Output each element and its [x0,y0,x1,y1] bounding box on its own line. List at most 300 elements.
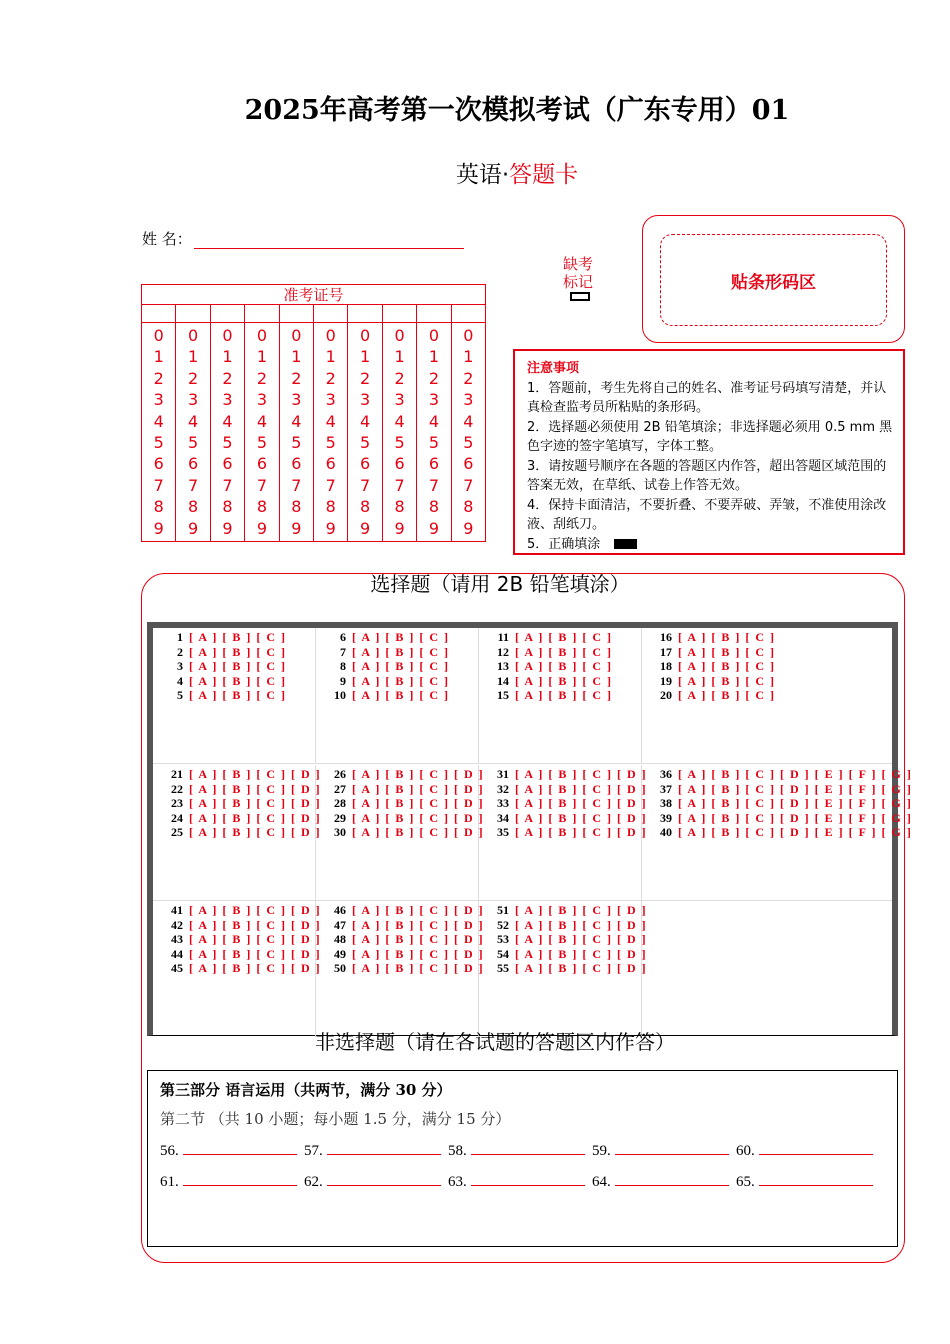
candidate-id-digit-bubble[interactable]: 9 [153,518,164,538]
candidate-id-digit-bubble[interactable]: 8 [428,497,440,517]
answer-bubbles[interactable]: [ A ] [ B ] [ C ] [189,630,287,644]
candidate-id-digit-bubble[interactable]: 1 [428,347,440,367]
question-line [489,903,648,918]
candidate-id-digit-bubble[interactable]: 3 [222,390,233,410]
question-number: 31 [497,767,509,781]
candidate-id-digit-bubble[interactable]: 0 [153,326,164,345]
question-number: 39 [660,810,672,825]
choice-group [479,901,648,1037]
answer-bubbles[interactable]: [ A ] [ B ] [ C ] [515,673,613,688]
answer-bubbles[interactable]: [ A ] [ B ] [ C ] [ D ] [352,917,485,932]
question-number: 50 [334,961,346,976]
candidate-id-digit-bubble[interactable]: 7 [394,475,405,495]
answer-bubbles[interactable]: [ A ] [ B ] [ C ] [ D ] [189,946,322,961]
answer-number: 59. [592,1143,615,1159]
answer-bubbles[interactable]: [ A ] [ B ] [ C ] [ D ] [ E ] [ F ] [ G ] [678,767,913,781]
answer-bubbles[interactable]: [ A ] [ B ] [ C ] [352,673,450,688]
candidate-id-column [348,323,382,541]
answer-number: 58. [448,1143,471,1159]
answer-bubbles[interactable]: [ A ] [ B ] [ C ] [ D ] [515,767,648,781]
question-number: 37 [660,781,672,796]
answer-bubbles[interactable]: [ A ] [ B ] [ C ] [189,673,287,688]
candidate-id-digit-bubble[interactable]: 1 [325,347,336,367]
answer-item [448,1172,592,1191]
answer-bubbles[interactable]: [ A ] [ B ] [ C ] [ D ] [189,810,322,825]
candidate-id-digit-bubble[interactable]: 8 [256,497,268,517]
answer-bubbles[interactable]: [ A ] [ B ] [ C ] [678,659,776,674]
candidate-id-write-cell[interactable] [452,305,485,322]
candidate-id-digit-bubble[interactable]: 7 [222,475,233,495]
answer-bubbles[interactable]: [ A ] [ B ] [ C ] [515,688,613,703]
answer-bubbles[interactable]: [ A ] [ B ] [ C ] [ D ] [189,903,322,917]
candidate-id-write-cell[interactable] [383,305,417,322]
answer-bubbles[interactable]: [ A ] [ B ] [ C ] [678,644,776,659]
candidate-id-digit-bubble[interactable]: 1 [463,347,474,367]
notice-item: 3．请按题号顺序在各题的答题区内作答，超出答题区域范围的答案无效，在草纸、试卷上作答无效。 [527,458,887,493]
answer-bubbles[interactable]: [ A ] [ B ] [ C ] [ D ] [515,810,648,825]
candidate-id-digit-bubble[interactable]: 7 [360,475,371,495]
filled-bubble-example [614,539,637,549]
candidate-id-digit-bubble[interactable]: 0 [428,326,440,345]
question-line [652,674,892,689]
candidate-id-digit-bubble[interactable]: 3 [428,390,440,410]
candidate-id-digit-bubble[interactable]: 1 [360,347,371,367]
candidate-id-digit-bubble[interactable]: 7 [256,475,268,495]
candidate-id-column [314,323,348,541]
answer-blank[interactable] [615,1141,729,1155]
answer-bubbles[interactable]: [ A ] [ B ] [ C ] [352,688,450,703]
barcode-label: 贴条形码区 [731,272,816,293]
answer-bubbles[interactable]: [ A ] [ B ] [ C ] [678,630,776,644]
question-line [489,961,648,976]
question-number: 25 [171,825,183,840]
question-line [489,946,648,962]
question-number: 48 [334,932,346,947]
candidate-id-digit-bubble[interactable]: 0 [394,326,405,345]
answer-blank[interactable] [615,1172,729,1186]
page-title: 2025年高考第一次模拟考试（广东专用）01 [244,95,790,126]
choice-row [153,628,892,764]
question-number: 47 [334,917,346,932]
question-line [652,825,913,840]
question-line [652,781,913,797]
question-line [326,659,478,674]
question-line [163,903,322,918]
question-line [489,674,641,689]
question-line [652,645,892,660]
question-line [489,781,648,797]
candidate-id-digit-bubble[interactable]: 8 [394,497,405,517]
answer-bubbles[interactable]: [ A ] [ B ] [ C ] [352,659,450,674]
question-number: 10 [334,688,346,703]
question-line [326,903,485,918]
candidate-id-digit-bubble[interactable]: 3 [463,390,474,410]
question-number: 28 [334,796,346,811]
question-number: 26 [334,767,346,781]
candidate-id-digit-bubble[interactable]: 8 [360,497,371,517]
candidate-id-digit-bubble[interactable]: 2 [222,368,233,388]
question-number: 53 [497,932,509,947]
candidate-id-digit-bubble[interactable]: 7 [325,475,336,495]
subtitle-answer-sheet: 答题卡 [509,162,579,188]
candidate-id-digit-bubble[interactable]: 9 [325,518,336,538]
question-number: 43 [171,932,183,947]
candidate-id-digit-bubble[interactable]: 8 [325,497,336,517]
candidate-id-digit-bubble[interactable]: 4 [428,411,440,431]
candidate-id-digit-bubble[interactable]: 4 [360,411,371,431]
question-line [163,825,322,840]
question-number: 11 [497,630,509,644]
question-number: 6 [340,630,346,644]
candidate-id-digit-bubble[interactable]: 3 [325,390,336,410]
answer-blank[interactable] [471,1172,585,1186]
candidate-id-digit-bubble[interactable]: 3 [188,390,199,410]
question-number: 44 [171,946,183,961]
answer-bubbles[interactable]: [ A ] [ B ] [ C ] [ D ] [515,903,648,917]
question-number: 35 [497,825,509,840]
answer-blank[interactable] [183,1141,297,1155]
question-number: 49 [334,946,346,961]
question-line [326,961,485,976]
answer-blank[interactable] [183,1172,297,1186]
question-number: 30 [334,825,346,840]
question-number: 36 [660,767,672,781]
candidate-id-digit-bubble[interactable]: 4 [291,411,302,431]
candidate-id-digit-bubble[interactable]: 2 [463,368,474,388]
question-number: 3 [177,659,183,674]
answer-bubbles[interactable]: [ A ] [ B ] [ C ] [ D ] [352,903,485,917]
question-number: 38 [660,796,672,811]
candidate-id-digit-bubble[interactable]: 4 [463,411,474,431]
candidate-id-digit-bubble[interactable]: 3 [153,390,164,410]
candidate-id-digit-bubble[interactable]: 8 [222,497,233,517]
question-line [326,781,485,797]
question-line [489,659,641,674]
question-line [326,767,485,782]
candidate-id-digit-bubble[interactable]: 4 [153,411,164,431]
candidate-id-digit-bubble[interactable]: 6 [222,454,233,474]
question-line [326,688,478,703]
candidate-id-digit-bubble[interactable]: 5 [256,433,268,453]
question-number: 32 [497,781,509,796]
answer-bubbles[interactable]: [ A ] [ B ] [ C ] [ D ] [189,767,322,781]
candidate-id-column [280,323,314,541]
question-number: 15 [497,688,509,703]
answer-item [304,1141,448,1160]
answer-bubbles[interactable]: [ A ] [ B ] [ C ] [ D ] [ E ] [ F ] [ G ] [678,781,913,796]
candidate-id-digit-bubble[interactable]: 2 [394,368,405,388]
candidate-id-digit-bubble[interactable]: 5 [428,433,440,453]
candidate-id-digit-bubble[interactable]: 3 [360,390,371,410]
choice-row [153,765,913,901]
notice-item: 2．选择题必须使用 2B 铅笔填涂；非选择题必须用 0.5 mm 黑色字迹的签字笔填写，字体工整。 [527,419,893,454]
choice-row [153,901,892,1037]
answer-item [736,1172,880,1191]
choice-section-title: 选择题（请用 2B 铅笔填涂） [370,572,630,596]
question-line [652,810,913,826]
question-number: 13 [497,659,509,674]
candidate-id-digit-bubble[interactable]: 7 [153,475,164,495]
candidate-id-digit-bubble[interactable]: 1 [394,347,405,367]
candidate-id-write-cell[interactable] [280,305,314,322]
question-line [489,688,641,703]
candidate-id-digit-bubble[interactable]: 5 [325,433,336,453]
candidate-id-digit-bubble[interactable]: 7 [291,475,302,495]
candidate-id-digit-bubble[interactable]: 3 [394,390,405,410]
candidate-id-digit-bubble[interactable]: 4 [222,411,233,431]
question-line [652,688,892,703]
answer-bubbles[interactable]: [ A ] [ B ] [ C ] [ D ] [ E ] [ F ] [ G ] [678,810,913,825]
question-line [163,932,322,947]
answer-bubbles[interactable]: [ A ] [ B ] [ C ] [ D ] [515,932,648,947]
answer-blank[interactable] [759,1141,873,1155]
answer-item [160,1172,304,1191]
candidate-id-digit-bubble[interactable]: 3 [256,390,268,410]
answer-item [448,1141,592,1160]
candidate-id-digit-bubble[interactable]: 8 [153,497,164,517]
question-line [163,767,322,782]
answer-bubbles[interactable]: [ A ] [ B ] [ C ] [ D ] [515,961,648,976]
candidate-id-digit-bubble[interactable]: 6 [360,454,371,474]
answer-blank[interactable] [759,1172,873,1186]
question-line [489,767,648,782]
answer-bubbles[interactable]: [ A ] [ B ] [ C ] [ D ] [515,946,648,961]
candidate-id-digit-bubble[interactable]: 8 [463,497,474,517]
candidate-id-digit-bubble[interactable]: 2 [153,368,164,388]
candidate-id-column [142,323,176,541]
answer-blank[interactable] [327,1141,441,1155]
answer-bubbles[interactable]: [ A ] [ B ] [ C ] [678,688,776,703]
answer-bubbles[interactable]: [ A ] [ B ] [ C ] [352,644,450,659]
candidate-id-digit-bubble[interactable]: 0 [360,326,371,345]
question-line [163,796,322,811]
question-number: 9 [340,673,346,688]
candidate-id-write-cell[interactable] [245,305,279,322]
answer-bubbles[interactable]: [ A ] [ B ] [ C ] [189,644,287,659]
candidate-id-digit-bubble[interactable]: 8 [188,497,199,517]
candidate-id-digit-bubble[interactable]: 4 [325,411,336,431]
question-line [163,961,322,976]
candidate-id-digit-bubble[interactable]: 6 [428,454,440,474]
candidate-id-digit-bubble[interactable]: 6 [394,454,405,474]
candidate-id-digit-bubble[interactable]: 5 [222,433,233,453]
answer-bubbles[interactable]: [ A ] [ B ] [ C ] [ D ] [352,767,485,781]
nonchoice-section-title: 非选择题（请在各试题的答题区内作答） [315,1030,675,1054]
answer-number: 64. [592,1174,615,1190]
candidate-id-digit-bubble[interactable]: 9 [463,518,474,538]
candidate-id-digit-bubble[interactable]: 6 [256,454,268,474]
answer-bubbles[interactable]: [ A ] [ B ] [ C ] [515,659,613,674]
candidate-id-digit-bubble[interactable]: 6 [188,454,199,474]
candidate-id-digit-bubble[interactable]: 6 [153,454,164,474]
name-label: 姓 名： [142,230,192,248]
part3-section-title: 第二节 （共 10 小题；每小题 1.5 分，满分 15 分） [160,1110,511,1128]
candidate-id-digit-bubble[interactable]: 6 [291,454,302,474]
question-line [489,825,648,840]
page-subtitle [0,156,950,189]
candidate-id-digit-bubble[interactable]: 0 [222,326,233,345]
candidate-id-digit-bubble[interactable]: 4 [256,411,268,431]
candidate-id-write-cell[interactable] [314,305,348,322]
candidate-id-table [141,284,486,542]
answer-bubbles[interactable]: [ A ] [ B ] [ C ] [189,659,287,674]
candidate-id-digit-bubble[interactable]: 1 [256,347,268,367]
choice-group [153,901,322,1037]
answer-bubbles[interactable]: [ A ] [ B ] [ C ] [ D ] [352,810,485,825]
candidate-id-digit-bubble[interactable]: 5 [394,433,405,453]
choice-group [153,765,322,900]
candidate-id-digit-bubble[interactable]: 6 [325,454,336,474]
candidate-id-digit-bubble[interactable]: 9 [394,518,405,538]
answer-number: 57. [304,1143,327,1159]
candidate-id-write-cell[interactable] [176,305,210,322]
candidate-id-digit-bubble[interactable]: 2 [291,368,302,388]
question-number: 23 [171,796,183,811]
answer-blank[interactable] [471,1141,585,1155]
answer-item [160,1141,304,1160]
question-line [326,796,485,811]
answer-bubbles[interactable]: [ A ] [ B ] [ C ] [ D ] [515,796,648,811]
question-number: 20 [660,688,672,703]
answer-bubbles[interactable]: [ A ] [ B ] [ C ] [ D ] [189,825,322,840]
candidate-id-digit-bubble[interactable]: 9 [222,518,233,538]
question-line [163,688,315,703]
question-number: 45 [171,961,183,976]
question-line [489,796,648,811]
part3-title: 第三部分 语言运用（共两节，满分 30 分） [160,1081,452,1099]
choice-group [316,628,479,763]
answer-bubbles[interactable]: [ A ] [ B ] [ C ] [352,630,450,644]
candidate-id-digit-bubble[interactable]: 0 [291,326,302,345]
question-number: 1 [177,630,183,644]
candidate-id-write-cell[interactable] [348,305,382,322]
candidate-id-digit-bubble[interactable]: 1 [188,347,199,367]
candidate-id-digit-bubble[interactable]: 9 [428,518,440,538]
answer-bubbles[interactable]: [ A ] [ B ] [ C ] [ D ] [189,796,322,811]
answer-bubbles[interactable]: [ A ] [ B ] [ C ] [ D ] [189,932,322,947]
question-line [326,645,478,660]
candidate-id-digit-bubble[interactable]: 5 [463,433,474,453]
candidate-id-digit-bubble[interactable]: 5 [153,433,164,453]
answer-bubbles[interactable]: [ A ] [ B ] [ C ] [ D ] [515,781,648,796]
answer-bubbles[interactable]: [ A ] [ B ] [ C ] [ D ] [352,946,485,961]
candidate-id-digit-bubble[interactable]: 5 [188,433,199,453]
candidate-id-digit-bubble[interactable]: 1 [291,347,302,367]
subtitle-subject: 英语· [455,162,510,188]
answer-bubbles[interactable]: [ A ] [ B ] [ C ] [ D ] [189,961,322,976]
answer-bubbles[interactable]: [ A ] [ B ] [ C ] [ D ] [189,781,322,796]
absent-mark-box[interactable] [570,292,590,301]
candidate-id-write-cell[interactable] [211,305,245,322]
candidate-id-digit-bubble[interactable]: 9 [291,518,302,538]
candidate-id-digit-bubble[interactable]: 7 [428,475,440,495]
answer-rows [160,1141,897,1191]
question-line [326,946,485,962]
candidate-id-digit-bubble[interactable]: 2 [325,368,336,388]
question-line [652,659,892,674]
candidate-id-digit-bubble[interactable]: 2 [360,368,371,388]
answer-bubbles[interactable]: [ A ] [ B ] [ C ] [ D ] [352,825,485,840]
candidate-id-digit-bubble[interactable]: 5 [360,433,371,453]
question-number: 18 [660,659,672,674]
candidate-id-digit-bubble[interactable]: 1 [153,347,164,367]
question-number: 33 [497,796,509,811]
candidate-id-digit-bubble[interactable]: 2 [188,368,199,388]
answer-bubbles[interactable]: [ A ] [ B ] [ C ] [ D ] [352,961,485,976]
candidate-id-digit-bubble[interactable]: 3 [291,390,302,410]
answer-item [592,1141,736,1160]
candidate-id-digit-bubble[interactable]: 1 [222,347,233,367]
question-number: 27 [334,781,346,796]
question-line [163,674,315,689]
candidate-id-digit-bubble[interactable]: 9 [256,518,268,538]
candidate-id-digit-bubble[interactable]: 9 [188,518,199,538]
question-line [489,932,648,947]
candidate-id-digit-bubble[interactable]: 6 [463,454,474,474]
candidate-id-digit-bubble[interactable]: 0 [325,326,336,345]
candidate-id-digit-bubble[interactable]: 2 [428,368,440,388]
answer-bubbles[interactable]: [ A ] [ B ] [ C ] [515,644,613,659]
notice-item: 4．保持卡面清洁，不要折叠、不要弄破、弄皱，不准使用涂改液、刮纸刀。 [527,497,887,532]
candidate-id-digit-bubble[interactable]: 2 [256,368,268,388]
question-number: 12 [497,644,509,659]
candidate-id-digit-bubble[interactable]: 0 [463,326,474,345]
answer-bubbles[interactable]: [ A ] [ B ] [ C ] [ D ] [352,932,485,947]
candidate-id-digit-bubble[interactable]: 7 [463,475,474,495]
answer-bubbles[interactable]: [ A ] [ B ] [ C ] [678,673,776,688]
candidate-id-write-cell[interactable] [142,305,176,322]
answer-bubbles[interactable]: [ A ] [ B ] [ C ] [ D ] [515,917,648,932]
question-line [489,917,648,933]
candidate-id-digit-bubble[interactable]: 0 [188,326,199,345]
candidate-id-digit-bubble[interactable]: 9 [360,518,371,538]
question-number: 5 [177,688,183,703]
question-number: 54 [497,946,509,961]
candidate-id-digit-bubble[interactable]: 8 [291,497,302,517]
candidate-id-bubble-grid [142,323,485,541]
question-line [652,796,913,811]
answer-item [736,1141,880,1160]
question-line [326,932,485,947]
choice-answer-box [147,622,913,1036]
question-number: 42 [171,917,183,932]
answer-bubbles[interactable]: [ A ] [ B ] [ C ] [ D ] [ E ] [ F ] [ G ] [678,796,913,811]
candidate-id-digit-bubble[interactable]: 0 [256,326,268,345]
question-line [326,810,485,826]
answer-bubbles[interactable]: [ A ] [ B ] [ C ] [ D ] [ E ] [ F ] [ G ] [678,825,913,840]
candidate-id-write-cell[interactable] [417,305,451,322]
answer-bubbles[interactable]: [ A ] [ B ] [ C ] [515,630,613,644]
question-number: 34 [497,810,509,825]
question-number: 2 [177,644,183,659]
candidate-id-column [245,323,279,541]
candidate-id-digit-bubble[interactable]: 4 [394,411,405,431]
candidate-id-digit-bubble[interactable]: 7 [188,475,199,495]
candidate-id-digit-bubble[interactable]: 5 [291,433,302,453]
answer-bubbles[interactable]: [ A ] [ B ] [ C ] [ D ] [515,825,648,840]
answer-bubbles[interactable]: [ A ] [ B ] [ C ] [ D ] [352,796,485,811]
candidate-id-write-row [142,305,485,323]
notice-item: 1．答题前，考生先将自己的姓名、准考证号码填写清楚，并认真检查监考员所粘贴的条形码。 [527,380,887,415]
answer-bubbles[interactable]: [ A ] [ B ] [ C ] [ D ] [189,917,322,932]
candidate-id-digit-bubble[interactable]: 4 [188,411,199,431]
answer-bubbles[interactable]: [ A ] [ B ] [ C ] [ D ] [352,781,485,796]
answer-blank[interactable] [327,1172,441,1186]
name-row [142,228,464,249]
absent-mark-label: 缺考标记 [562,255,593,291]
answer-bubbles[interactable]: [ A ] [ B ] [ C ] [189,688,287,703]
name-field[interactable] [194,235,464,249]
